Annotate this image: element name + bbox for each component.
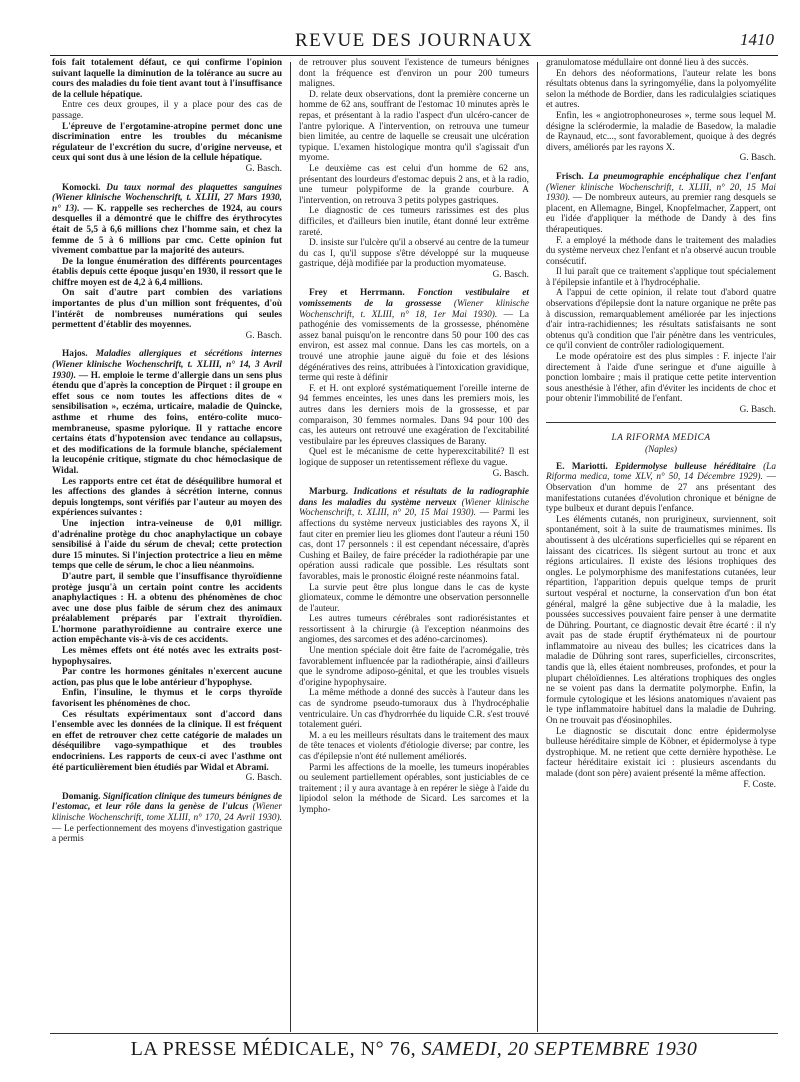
article-title: Epidermolyse bulleuse héréditaire (615, 461, 756, 472)
paragraph: granulomatose médullaire ont donné lieu à des succès. (546, 58, 749, 68)
header-rule (50, 55, 778, 56)
article-mariotti (546, 462, 776, 515)
article-title: Du taux normal des plaquettes sanguines (106, 182, 282, 193)
paragraph: F. a employé la méthode dans le traitement des maladies du système nerveux chez l'enfant et n'a observé aucun trouble consécutif. (546, 235, 776, 267)
paragraph: Par contre les hormones génitales n'exercent aucune action, pas plus que le lobe antérieur d'hypophyse. (52, 667, 282, 688)
paragraph: D'autre part, il semble que l'insuffisance thyroïdienne protège jusqu'à un certain point contre les accidents anaphylactiques : H. a obtenu des phénomènes de choc avec une dose plus faible de sérum chez des animaux préalablement préparés par l'extrait thyroïdien. L'hormone parathyroïdienne au contraire exerce une action empêchante vis-à-vis de ces accidents. (52, 571, 282, 646)
article-domanig (52, 792, 282, 845)
article-text: — Le perfectionnement des moyens d'investigation gastrique a permis (52, 823, 282, 845)
signature: G. Basch. (245, 330, 282, 341)
article-komocki (52, 183, 282, 257)
author: Komocki. (62, 182, 101, 193)
article-title: Maladies allergiques et sécrétions internes (95, 349, 282, 360)
signature: G. Basch. (245, 773, 282, 784)
article-title: Fonction vestibulaire et vomissements de la grossesse (299, 288, 529, 310)
signature: G. Basch. (492, 468, 529, 479)
journal-section-title: LA RIFORMA MEDICA (611, 432, 711, 443)
paragraph: Enfin, l'insuline, le thymus et le corps thyroïde favorisent les phénomènes de choc. (52, 688, 282, 710)
paragraph: En dehors des néoformations, l'auteur relate les bons résultats obtenus dans la syringomyélie, dans la polyomyélite selon la méthode de Bordier, dans les radiculalgies sciatiques et autres. (546, 68, 776, 111)
paragraph: La même méthode a donné des succès à l'auteur dans les cas de syndrome pseudo-tumoraux dus à l'hydrocéphalie ventriculaire. Un cas d'hydrorrhée du liquide C.R. s'est trouvé totalement guéri. (299, 688, 529, 731)
paragraph: Le mode opératoire est des plus simples : F. injecte l'air directement à l'aide d'une seringue et d'une aiguille à ponction lombaire ; mais il pratique cette petite intervention sous anesthésie à l'éther, afin d'éviter les incidents de choc et pour obtenir l'immobilité de l'enfant. (546, 352, 776, 405)
paragraph: Les éléments cutanés, non prurigineux, surviennent, soit spontanément, soit à la suite de traumatismes minimes. Ils aboutissent à des ulcérations superficielles qui se réparent en laissant des cicatrices. Ils siègent surtout au tronc et aux régions articulaires. Il existe des lésions trophiques des ongles. Le polymorphisme des manifestations cutanées, leur répartition, l'apparition depuis quelque temps de prurit surtout vespéral et nocturne, la conservation d'un bon état général, malgré la gêne subjective due à la maladie, les poussées successives pouvaient faire penser à une dermatite de Dühring. Pourtant, ce diagnostic devait être écarté : il n'y avait pas de stade éruptif érythémateux ni de pourtour inflammatoire au niveau des bulles; les cicatrices dans la maladie de Dühring sont rares, superficielles, circonscrites, tandis que là, elles étaient nombreuses, profondes, et pour la plupart chéloïdiennes. Les altérations trophiques des ongles ne se voient pas dans la dermatite polymorphe. Enfin, la formule cytologique et les lésions anatomiques n'avaient pas le type inflammatoire habituel dans la maladie de Duhring. On ne trouvait pas d'éosinophiles. (546, 514, 776, 727)
page-header (52, 30, 776, 52)
article-ref: (Wiener klinische Wochenschrift, t. XLIII, n° 20, 15 Mai 1930). (546, 182, 776, 204)
paragraph: Une mention spéciale doit être faite de l'acromégalie, très favorablement influencée par la radiothérapie, ainsi d'ailleurs que le syndrome adiposo-génital, et que les troubles visuels d'origine hypophysaire. (299, 646, 529, 688)
article-ref: (Wiener klinische Wochenschrift, t. XLIII, n° 14, 3 Avril 1930). (52, 360, 282, 381)
article-frey-herrmann (299, 288, 529, 383)
author: Marburg. (309, 487, 348, 498)
running-title: REVUE DES JOURNAUX (294, 30, 534, 51)
author: Domanig. (62, 791, 101, 802)
footer-rule (50, 1033, 778, 1034)
paragraph: Le diagnostic se discutait donc entre épidermolyse bulleuse héréditaire simple de Köbner, et épidermolyse à type dystrophique. M. ne retient que cette dernière hypothèse. Le facteur héréditaire existait ici : plusieurs ascendants du malade (dont son père) avaient présenté la même affection. (546, 726, 776, 779)
paragraph: Les mêmes effets ont été notés avec les extraits post-hypophysaires. (52, 646, 282, 667)
signature: G. Basch. (245, 163, 282, 174)
article-title: La pneumographie encéphalique chez l'enfant (588, 171, 776, 182)
column-1 (52, 58, 282, 1033)
paragraph: fois fait totalement défaut, ce qui confirme l'opinion suivant laquelle la diminution de la tolérance au sucre au cours des maladies du foie tient avant tout à l'insuffisance de la cellule hépatique. (52, 58, 282, 100)
paragraph: D. relate deux observations, dont la première concerne un homme de 62 ans, souffrant de l'estomac 10 minutes après le repas, et présentant à la radio l'aspect d'un ulcéro-cancer de l'antre pylorique. A l'intervention, on retrouva une tumeur bien limitée, au centre de laquelle se creusait une ulcération typique. L'examen histologique montra qu'il s'agissait d'un myome. (299, 89, 529, 164)
paragraph: Il lui paraît que ce traitement s'applique tout spécialement à l'épilepsie infantile et à l'hydrocéphalie. (546, 267, 776, 288)
paragraph: Enfin, les « angiotrophoneuroses », terme sous lequel M. désigne la sclérodermie, la maladie de Basedow, la maladie de Raynaud, etc..., sont favorablement, quoique à des degrés divers, améliorés par les rayons X. (546, 110, 776, 153)
column-3 (546, 58, 776, 1033)
signature: G. Basch. (739, 405, 776, 415)
paragraph: Les autres tumeurs cérébrales sont radiorésistantes et ressortissent à la chirurgie (à l'exception néanmoins des angiomes, des sarcomes et des adéno-carcinomes). (299, 614, 529, 646)
page-footer (50, 1033, 778, 1073)
author: Hajos. (62, 349, 88, 360)
article-text: — K. rappelle ses recherches de 1924, au cours desquelles il a démontré que le chiffre des érythrocytes était de 5,5 à 6,6 millions chez l'homme sain, et chez la femme de 5 à 6 millions par cmc. Cette opinion fut vivement combattue par la majorité des auteurs. (52, 203, 282, 257)
paragraph: L'épreuve de l'ergotamine-atropine permet donc une discrimination entre les troubles du mécanisme régulateur de l'excrétion du sucre, d'origine nerveuse, et ceux qui sont dus à une lésion de la cellule hépatique. (52, 121, 282, 164)
column-2 (299, 58, 529, 1033)
author: E. Mariotti. (556, 461, 608, 472)
signature: F. Coste. (743, 779, 776, 790)
article-ref: (Wiener klinische Wochenschrift, t. XLIII, n° 18, 1er Mai 1930). (299, 299, 529, 320)
author: Frisch. (556, 171, 584, 182)
paragraph: Le diagnostic de ces tumeurs rarissimes est des plus difficiles, et d'ailleurs bien inutile, étant donné leur extrême rareté. (299, 206, 529, 238)
journal-name: LA PRESSE MÉDICALE, (130, 1038, 356, 1060)
paragraph: La survie peut être plus longue dans le cas de kyste gliomateux, comme le démontre une observation personnelle de l'auteur. (299, 582, 529, 614)
article-title: Signification clinique des tumeurs bénignes de l'estomac, et leur rôle dans la genèse de l'ulcus (52, 791, 282, 813)
section-rule (546, 422, 776, 423)
paragraph: Quel est le mécanisme de cette hyperexcitabilité? Il est logique de supposer un retentissement réflexe du vague. (299, 447, 529, 468)
article-ref: (Wiener klinische Wochenschrift, t. XLIII, 27 Mars 1930, n° 13). (52, 193, 282, 214)
paragraph: D. insiste sur l'ulcère qu'il a observé au centre de la tumeur du cas I, qu'il suppose s'être développé sur la muqueuse gastrique, déjà modifiée par la production myomateuse. (299, 238, 529, 270)
paragraph: Une injection intra-veineuse de 0,01 milligr. d'adrénaline protège du choc anaphylactique un cobaye sensibilisé à l'aide du sérum de cheval; cette protection dure 15 minutes. Si l'injection protectrice a lieu en même temps que celle de sérum, le choc a lieu néanmoins. (52, 518, 282, 572)
paragraph: A l'appui de cette opinion, il relate tout d'abord quatre observations d'épilepsie dont la nature organique ne prête pas à discussion, remarquablement améliorée par les injections d'air intra-rachidiennes; les résultats satisfaisants ne sont obtenus qu'à condition que l'air pénètre dans les ventricules, ce qu'il convient de contrôler radiologiquement. (546, 288, 776, 352)
footer-text (50, 1038, 778, 1061)
paragraph: De la longue énumération des différents pourcentages établis depuis cette époque jusqu'en 1930, il ressort que le chiffre moyen est de 4,2 à 6,4 millions. (52, 256, 282, 288)
article-text: — De nombreux auteurs, au premier rang desquels se placent, en Allemagne, Bingel, Knopfelmacher, Zappert, ont eu l'idée d'appliquer la méthode de Dandy à des fins thérapeutiques. (546, 193, 776, 235)
article-text: — Parmi les affections du système nerveux justiciables des rayons X, il faut citer en premier lieu les gliomes dont l'auteur a réuni 150 cas, dont 17 personnels : il est cependant nécessaire, d'après Cushing et Bailey, de faire précéder la radiothérapie par une opération aussi radicale que possible. Les résultats sont favorables, mais le pronostic éloigné reste néanmoins fatal. (299, 508, 529, 582)
article-title: Indications et résultats de la radiographie dans les maladies du système nerveux (299, 487, 529, 508)
paragraph: Les rapports entre cet état de déséquilibre humoral et les affections des glandes à sécrétion interne, connus depuis longtemps, sont vérifiés par l'auteur au moyen des expériences suivantes : (52, 476, 282, 519)
article-columns (52, 58, 776, 1033)
journal-section-city: (Naples) (644, 445, 678, 456)
article-text: — H. emploie le terme d'allergie dans un sens plus étendu que d'après la conception de Pirquet : il groupe en effet sous ce nom toutes les affections dites de « sensibilisation », eczéma, urticaire, maladie de Quincke, asthme et rhume des foins, entéro-colite muco-membraneuse, spasme pylorique. Il y rattache encore certains états d'hypotension avec tendance au collapsus, et des modifications de la formule blanche, spécialement la leucopénie critique, stigmate du choc hémoclasique de Widal. (52, 370, 282, 476)
article-marburg (299, 487, 529, 582)
paragraph: Le deuxième cas est celui d'un homme de 62 ans, présentant des lourdeurs d'estomac depuis 2 ans, et à la radio, une tumeur polypiforme de la grande courbure. A l'intervention, on retrouva 3 petits polypes gastriques. (299, 163, 529, 206)
paragraph: Ces résultats expérimentaux sont d'accord dans l'ensemble avec les données de la clinique. Il est fréquent en effet de retrouver chez cette catégorie de malades un déséquilibre vago-sympathique et des troubles endocriniens. Les rapports de ceux-ci avec l'asthme ont été particulièrement bien étudiés par Widal et Abrami. (52, 709, 282, 773)
author: Frey et Herrmann. (309, 288, 405, 299)
signature: G. Basch. (739, 153, 776, 164)
article-ref: (Wiener klinische Wochenschrift, tome XLIII, n° 170, 24 Avril 1930). (52, 802, 282, 823)
signature: G. Basch. (492, 269, 529, 280)
article-hajos (52, 349, 282, 476)
paragraph: On sait d'autre part combien des variations importantes de plus d'un million sont fréquentes, d'où l'intérêt de nombreuses numérations qui seules permettent d'établir des moyennes. (52, 288, 282, 331)
paragraph: de retrouver plus souvent l'existence de tumeurs bénignes dont la fréquence est d'environ un pour 200 tumeurs malignes. (299, 58, 529, 90)
article-ref: (La Riforma medica, tome XLV, n° 50, 14 Décembre 1929). (546, 461, 776, 483)
article-text: — Observation d'un homme de 27 ans présentant des manifestations cutanées d'évolution chronique et bénigne de type bulbeux et durant depuis l'enfance. (546, 472, 776, 515)
paragraph: M. a eu les meilleurs résultats dans le traitement des maux de tête tenaces et violents d'étiologie diverse; par contre, les cas d'épilepsie n'ont été nullement améliorés. (299, 730, 529, 762)
paragraph: Entre ces deux groupes, il y a place pour des cas de passage. (52, 100, 282, 121)
page-number: 1410 (740, 30, 774, 49)
paragraph: F. et H. ont exploré systématiquement l'oreille interne de 94 femmes enceintes, les unes dans les premiers mois, les autres dans les derniers mois de la grossesse, et par comparaison, 30 femmes normales. Dans 94 pour 100 des cas, les auteurs ont retrouvé une exagération de l'excitabilité vestibulaire par les épreuves classiques de Barany. (299, 383, 529, 447)
article-frisch (546, 172, 776, 236)
paragraph: Parmi les affections de la moelle, les tumeurs inopérables ou seulement partiellement opérables, sont justiciables de ce traitement ; il y aura avantage à en repérer le siège à l'aide du lipiodol selon la méthode de Sicard. Les sarcomes et la lympho- (299, 762, 529, 815)
issue-number: N° 76, (360, 1038, 417, 1060)
issue-date: SAMEDI, 20 SEPTEMBRE 1930 (421, 1038, 698, 1060)
article-ref: (Wiener klinische Wochenschrift, t. XLIII, n° 20, 15 Mai 1930). (299, 497, 529, 519)
article-text: — La pathogénie des vomissements de la grossesse, phénomène assez banal puisqu'on le rencontre dans 50 pour 100 des cas environ, est assez mal connue. Dans les cas mortels, on a trouvé une atrophie jaune aiguë du foie et des lésions dégénératives des reins, attribuées à l'intoxication gravidique, terme qui reste à définir (299, 309, 529, 384)
